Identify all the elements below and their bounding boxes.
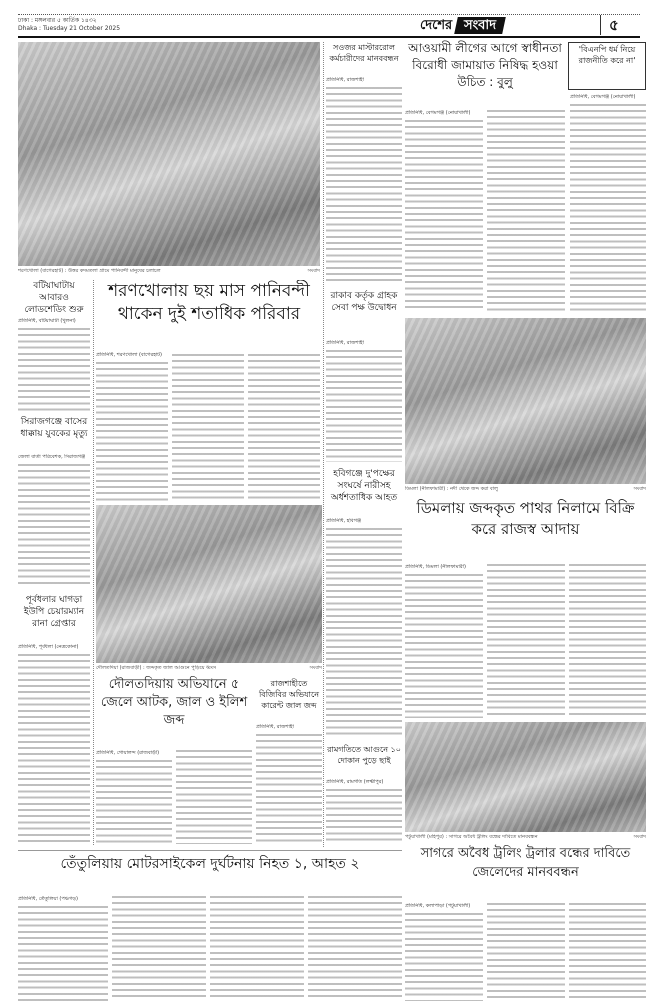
caption-credit: সংবাদ xyxy=(633,834,646,840)
date-bangla: ঢাকা : মঙ্গলবার ৫ কার্তিক ১৪৩২ xyxy=(18,17,97,24)
section-title xyxy=(420,17,504,34)
body-awami-col2 xyxy=(487,110,565,312)
photo-flood-caption xyxy=(18,268,320,275)
byline-main-floods: প্রতিনিধি, শরণখোলা (বাগেরহাট) xyxy=(96,352,162,358)
byline-purbadhala: প্রতিনিধি, পূর্বধলা (নেত্রকোনা) xyxy=(18,644,79,650)
page-number: ৫ xyxy=(600,15,619,35)
photo-rally-caption xyxy=(405,834,646,841)
caption-credit: সংবাদ xyxy=(309,665,322,671)
date-english: Dhaka : Tuesday 21 October 2025 xyxy=(18,25,121,32)
body-sirajganj xyxy=(18,464,90,588)
body-tetulia-col1 xyxy=(18,906,108,1001)
byline-bnp-religion: প্রতিনিধি, বেগমগঞ্জ (নোয়াখালী) xyxy=(570,94,636,100)
body-daulatdia-col2 xyxy=(176,750,252,844)
headline-bnp-religion: 'বিএনপি ধর্ম নিয়ে রাজনীতি করে না' xyxy=(578,45,636,65)
caption-credit: সংবাদ xyxy=(633,486,646,492)
masthead-date xyxy=(18,17,120,33)
photo-rally xyxy=(405,722,646,832)
headline-trawler: সাগরে অবৈধ ট্রলিং ট্রলার বন্ধের দাবিতে জেলেদের মানববন্ধন xyxy=(420,846,631,880)
body-daulatdia-col1 xyxy=(96,760,172,844)
byline-tetulia: প্রতিনিধি, তেঁতুলিয়া (পঞ্চগড়) xyxy=(18,896,78,902)
byline-sirajganj: জেলা বার্তা পরিবেশক, সিরাজগঞ্জ xyxy=(18,454,86,460)
byline-loadshedding: প্রতিনিধি, বটিয়াঘাটা (খুলনা) xyxy=(18,318,76,324)
section-rule xyxy=(18,850,402,851)
headline-purbadhala: পূর্বধলার ঘাগড়া ইউপি চেয়ারম্যান রানা গ্রেপ্তার xyxy=(23,595,85,629)
headline-ramgati-fire: রামগতিতে আগুনে ১০ দোকান পুড়ে ছাই xyxy=(327,745,401,765)
byline-rajshahi-bgb: প্রতিনিধি, রাজশাহী xyxy=(256,724,294,730)
byline-rakab: প্রতিনিধি, রাজশাহী xyxy=(326,340,364,346)
body-rakab xyxy=(326,350,402,462)
section-word-2: সংবাদ xyxy=(464,18,497,33)
masthead-rule xyxy=(18,36,640,38)
caption-text: ডিমলা (নীলফামারী) : নদী থেকে জব্দ করা বালু xyxy=(405,486,498,492)
byline-dimla: প্রতিনিধি, ডিমলা (নীলফামারী) xyxy=(405,564,466,570)
caption-text: দৌলতদিয়া (রাজবাড়ী) : জব্দকৃত জাল আগুনে পুড়িয়ে ধ্বংস xyxy=(96,665,217,671)
body-tetulia-col3 xyxy=(210,896,304,1001)
body-main-floods-col1 xyxy=(96,362,168,502)
body-trawler-col2 xyxy=(487,903,565,1001)
headline-rajshahi-bgb: রাজশাহীতে বিজিবির অভিযানে কারেন্ট জাল জব্দ xyxy=(259,679,319,710)
photo-sand-caption xyxy=(405,486,646,493)
headline-loadshedding: বটিয়াঘাটায় আবারও লোডশেডিং শুরু xyxy=(24,281,84,315)
body-tetulia-col2 xyxy=(112,896,206,1001)
headline-main-floods: শরণখোলায় ছয় মাস পানিবন্দী থাকেন দুই শতাধিক পরিবার xyxy=(108,281,310,324)
body-ramgati-fire xyxy=(326,789,402,845)
byline-habiganj: প্রতিনিধি, হবিগঞ্জ xyxy=(326,518,362,524)
body-dimla-col1 xyxy=(405,574,483,718)
body-purbadhala xyxy=(18,654,90,844)
body-rajshahi-bgb xyxy=(256,734,322,844)
caption-text: পটুয়াখালী (মহিপুর) : সাগরে অবৈধ ট্রলিং বন্ধের দাবিতে মানববন্ধন xyxy=(405,834,538,840)
body-main-floods-col2 xyxy=(172,354,244,502)
byline-awami-bulu: প্রতিনিধি, বেগমগঞ্জ (নোয়াখালী) xyxy=(405,110,471,116)
section-word-2-box xyxy=(454,17,506,34)
headline-tetulia: তেঁতুলিয়ায় মোটরসাইকেল দুর্ঘটনায় নিহত ১, আহত ২ xyxy=(60,856,360,872)
body-awami-col1 xyxy=(405,120,483,312)
caption-text: শরণখোলা (বাগেরহাট) : উত্তর কদমতলা গ্রামে পানিবন্দী মানুষের চলাচল xyxy=(18,268,161,274)
headline-habiganj: হবিগঞ্জে দু'পক্ষের সংঘর্ষে নারীসহ অর্ধশতাধিক আহত xyxy=(330,469,398,503)
byline-daulatdia: প্রতিনিধি, গোয়ালন্দ (রাজবাড়ী) xyxy=(96,750,160,756)
byline-ramgati-fire: প্রতিনিধি, রামগতি (লক্ষ্মীপুর) xyxy=(326,779,384,785)
body-dimla-col3 xyxy=(569,564,646,718)
headline-rakab: রাকাব কর্তৃক গ্রাহক সেবা পক্ষ উদ্বোধন xyxy=(330,291,398,313)
column-rule-center xyxy=(323,42,324,847)
body-bnp-religion xyxy=(570,104,646,312)
body-human-chain xyxy=(326,87,402,283)
photo-nets xyxy=(96,505,322,663)
body-tetulia-col4 xyxy=(308,896,402,1001)
photo-flood xyxy=(18,42,320,266)
headline-daulatdia: দৌলতদিয়ায় অভিযানে ৫ জেলে আটক, জাল ও ইলিশ জব্দ xyxy=(100,677,248,728)
byline-human-chain: প্রতিনিধি, রাজশাহী xyxy=(326,77,364,83)
masthead-dotted-rule xyxy=(18,14,640,15)
body-trawler-col3 xyxy=(569,903,646,1001)
body-loadshedding xyxy=(18,328,90,412)
headline-human-chain: সওজর মাস্টাররোল কর্মচারীদের মানববন্ধন xyxy=(329,43,399,63)
photo-nets-caption xyxy=(96,665,322,672)
headline-sirajganj: সিরাজগঞ্জে বাসের ধাক্কায় যুবকের মৃত্যু xyxy=(20,417,88,439)
section-word-1: দেশের xyxy=(420,18,453,33)
photo-sand xyxy=(405,318,646,484)
headline-dimla: ডিমলায় জব্দকৃত পাথর নিলামে বিক্রি করে রাজস্ব আদায় xyxy=(416,499,635,538)
body-habiganj xyxy=(326,528,402,738)
body-dimla-col2 xyxy=(487,564,565,718)
headline-awami-bulu: আওয়ামী লীগের আগে স্বাধীনতা বিরোধী জামায়াত নিষিদ্ধ হওয়া উচিত : বুলু xyxy=(408,41,562,89)
byline-trawler: প্রতিনিধি, কলাপাড়া (পটুয়াখালী) xyxy=(405,903,471,909)
body-main-floods-col3 xyxy=(248,354,320,502)
body-trawler-col1 xyxy=(405,913,483,1001)
caption-credit: সংবাদ xyxy=(307,268,320,274)
column-rule xyxy=(93,280,94,845)
